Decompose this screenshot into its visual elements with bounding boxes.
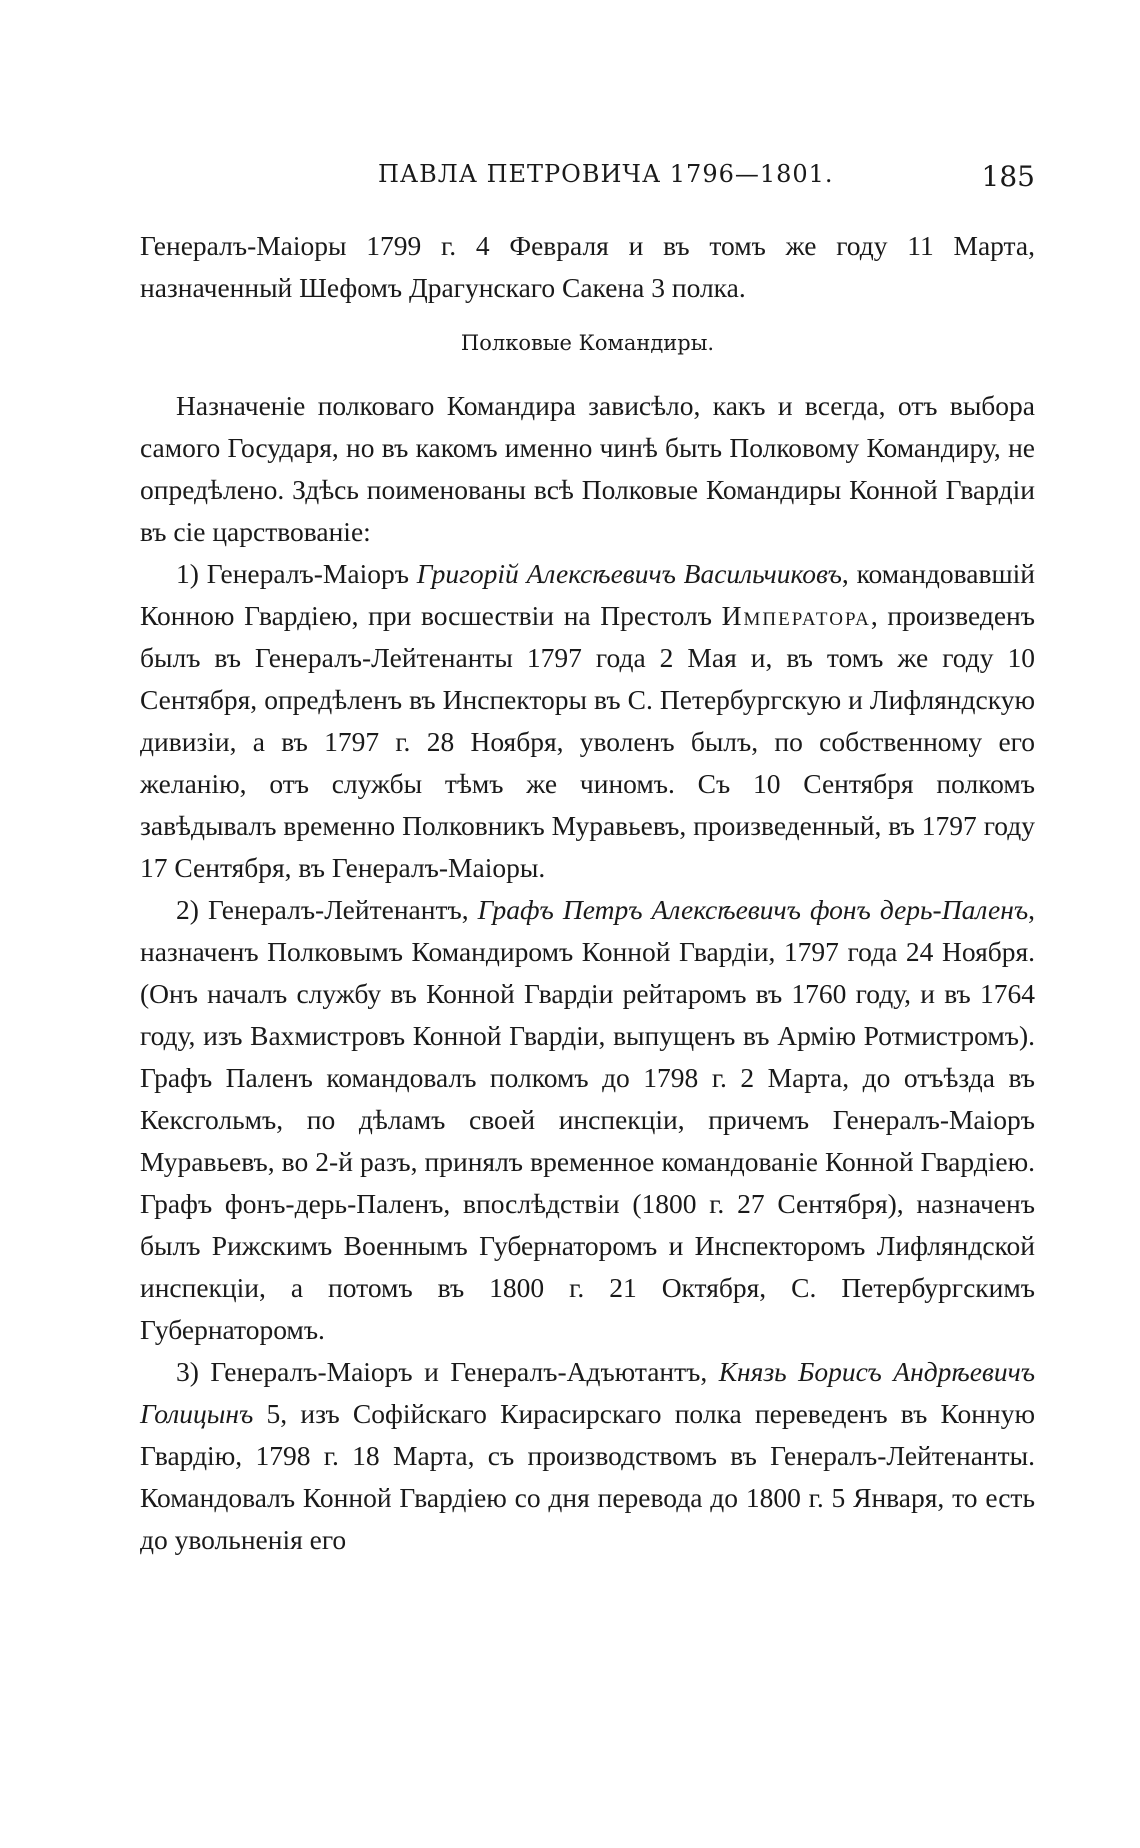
entry-1-text-a: , командовавшій Конною Гвардіею, при восшествіи на Престолъ	[140, 558, 1036, 631]
intro-paragraph: Генералъ-Маіоры 1799 г. 4 Февраля и въ томъ же году 11 Марта, назначенный Шефомъ Драгунскаго Сакена 3 полка.	[140, 230, 1035, 303]
entry-1	[140, 553, 1035, 889]
entry-3-text: 5, изъ Софійскаго Кирасирскаго полка переведенъ въ Конную Гвардію, 1798 г. 18 Марта, съ производствомъ въ Генералъ-Лейтенанты. Командовалъ Конной Гвардіею со дня перевода до 1800 г. 5 Января, то есть до увольненія его	[140, 1398, 1035, 1555]
entry-2	[140, 889, 1035, 1351]
entry-1-emperor: Императора	[721, 600, 871, 631]
entry-3-name: Князь Борисъ Андрѣевичъ Голицынъ	[140, 1356, 1035, 1429]
entry-3	[140, 1351, 1035, 1561]
entry-1-prefix: 1) Генералъ-Маіоръ	[176, 558, 417, 589]
section-heading: Полковые Командиры.	[460, 331, 715, 355]
entry-2-text: , назначенъ Полковымъ Командиромъ Конной Гвардіи, 1797 года 24 Ноября. (Онъ началъ службу въ Конной Гвардіи рейтаромъ въ 1760 году, и въ 1764 году, изъ Вахмистровъ Конной Гвардіи, выпущенъ въ Армію Ротмистромъ). Графъ Паленъ командовалъ полкомъ до 1798 г. 2 Марта, до отъѣзда въ Кексгольмъ, по дѣламъ своей инспекціи, причемъ Генералъ-Маіоръ Муравьевъ, во 2-й разъ, принялъ временное командованіе Конной Гвардіею. Графъ фонъ-дерь-Паленъ, впослѣдствіи (1800 г. 27 Сентября), назначенъ былъ Рижскимъ Военнымъ Губернаторомъ и Инспекторомъ Лифляндской инспекціи, а потомъ въ 1800 г. 21 Октября, С. Петербургскимъ Губернаторомъ.	[140, 894, 1035, 1345]
paragraph-intro: Назначеніе полковаго Командира зависѣло, какъ и всегда, отъ выбора самого Государя, но въ какомъ именно чинѣ быть Полковому Командиру, не опредѣлено. Здѣсь поименованы всѣ Полковые Командиры Конной Гвардіи въ сіе царствованіе:	[140, 390, 1035, 547]
page-number: 185	[981, 160, 1035, 193]
entry-2-name: Графъ Петръ Алексѣевичъ фонъ дерь-Паленъ	[477, 894, 1029, 925]
page-header	[140, 160, 1045, 200]
entry-3-prefix: 3) Генералъ-Маіоръ и Генералъ-Адъютантъ,	[176, 1356, 719, 1387]
entry-1-name: Григорій Алексѣевичъ Васильчиковъ	[416, 558, 842, 589]
entry-2-prefix: 2) Генералъ-Лейтенантъ,	[176, 894, 478, 925]
entry-1-text-b: , произведенъ былъ въ Генералъ-Лейтенанты 1797 года 2 Мая и, въ томъ же году 10 Сентября, опредѣленъ въ Инспекторы въ С. Петербургскую и Лифляндскую дивизіи, а въ 1797 г. 28 Ноября, уволенъ былъ, по собственному его желанію, отъ службы тѣмъ же чиномъ. Съ 10 Сентября полкомъ завѣдывалъ временно Полковникъ Муравьевъ, произведенный, въ 1797 году 17 Сентября, въ Генералъ-Маіоры.	[140, 600, 1035, 883]
body-text	[140, 225, 1035, 1561]
running-title: ПАВЛА ПЕТРОВИЧА 1796—1801.	[378, 160, 834, 188]
